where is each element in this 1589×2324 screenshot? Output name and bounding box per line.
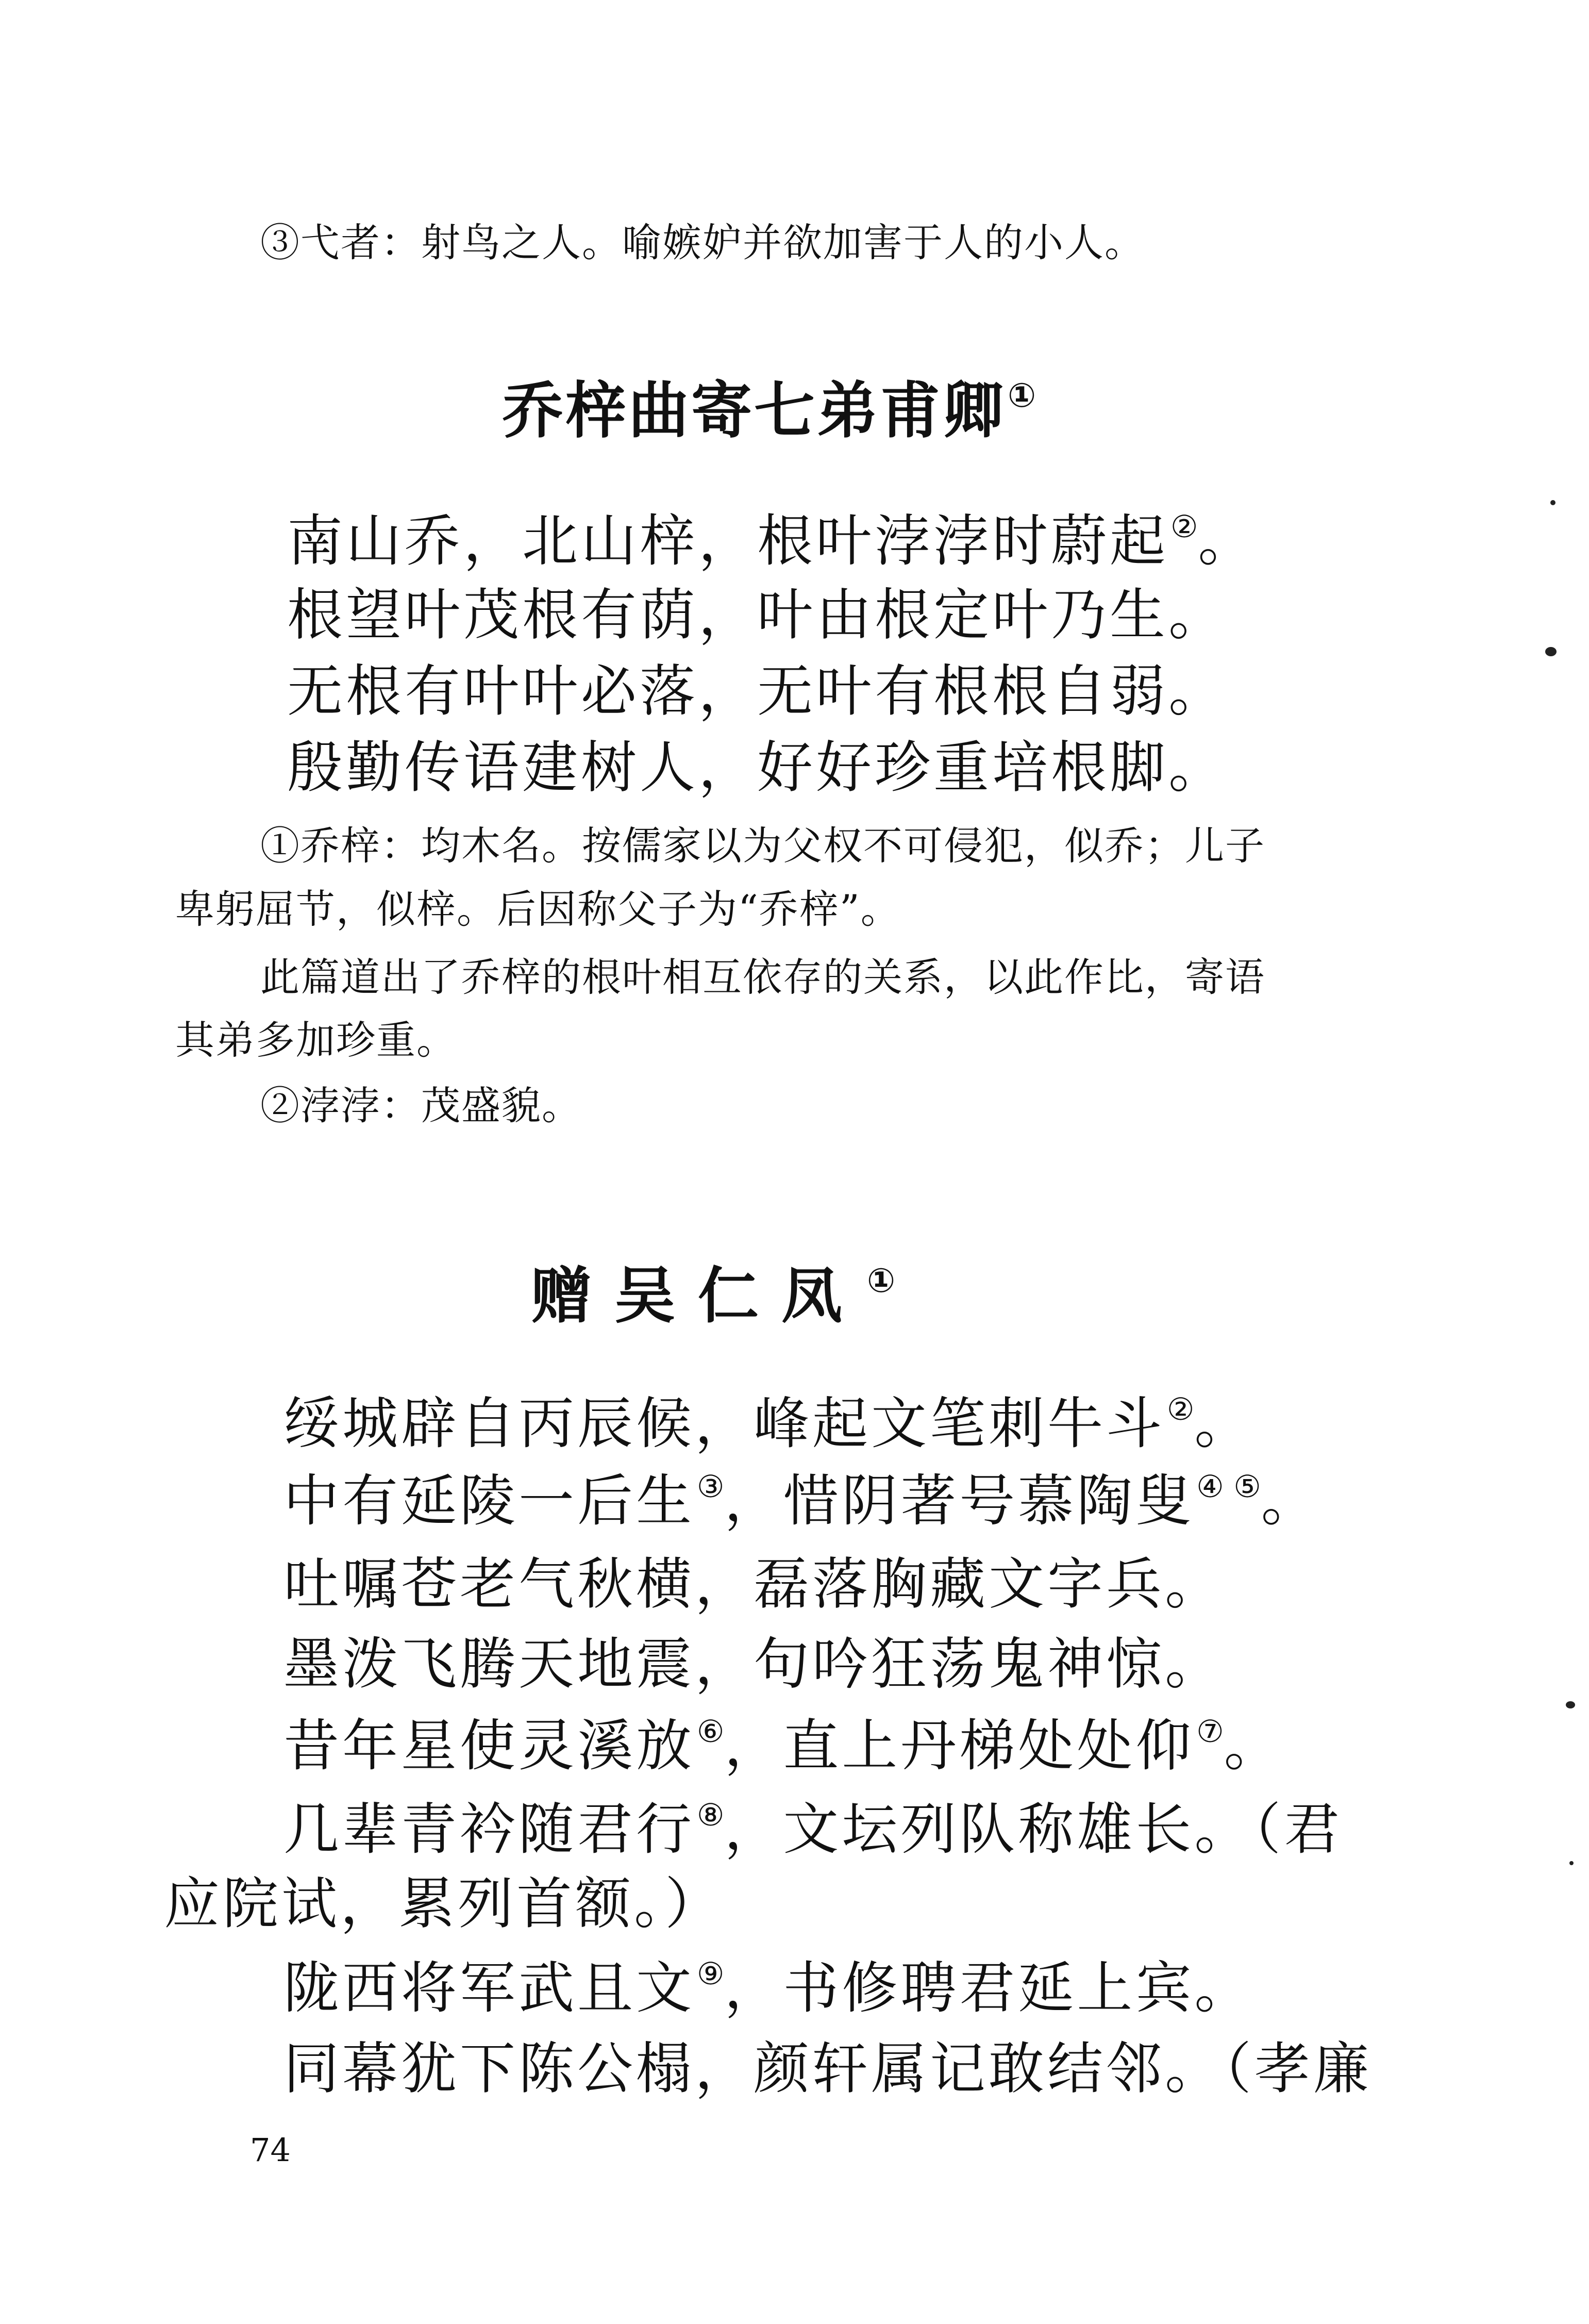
poem2-line-5: 昔年星使灵溪放⑥，直上丹梯处处仰⑦。 [283, 1714, 1283, 1779]
poem1-line-4: 殷勤传语建树人，好好珍重培根脚。 [287, 736, 1228, 800]
poem2-line-4: 墨泼飞腾天地震，句吟狂荡鬼神惊。 [283, 1632, 1224, 1697]
poem1-line-3: 无根有叶叶必落，无叶有根根自弱。 [287, 659, 1228, 724]
scan-speck [1566, 1701, 1575, 1708]
poem1-line-1: 南山乔，北山梓，根叶浡浡时蔚起②。 [287, 509, 1257, 574]
scan-speck [1550, 500, 1555, 505]
poem1-note-1b: 卑躬屈节，似梓。后因称父子为“乔梓”。 [175, 886, 901, 932]
scan-speck [1569, 1861, 1574, 1865]
poem1-note-2: ②浡浡：茂盛貌。 [260, 1083, 582, 1128]
poem2-line-6-cont: 应院试，累列首额。） [164, 1872, 724, 1936]
poem-title-qiaozi: 乔梓曲寄七弟甫卿① [503, 375, 1036, 446]
poem-title-zeng-wu-renfeng: 赠吴仁凤① [531, 1260, 895, 1332]
poem1-line-2: 根望叶茂根有荫，叶由根定叶乃生。 [287, 583, 1228, 648]
footnote-3: ③弋者：射鸟之人。喻嫉妒并欲加害于人的小人。 [260, 220, 1145, 265]
poem2-line-7: 陇西将军武且文⑨，书修聘君延上宾。 [283, 1956, 1253, 2021]
poem1-note-1a: ①乔梓：均木名。按儒家以为父权不可侵犯，似乔；儿子 [260, 823, 1265, 869]
poem1-note-1c: 此篇道出了乔梓的根叶相互依存的关系，以此作比，寄语 [260, 954, 1265, 1000]
page-number: 74 [250, 2131, 291, 2169]
poem2-line-2: 中有延陵一后生③，惜阴著号慕陶叟④ ⑤。 [283, 1469, 1320, 1534]
poem2-line-6: 几辈青衿随君行⑧，文坛列队称雄长。（君 [283, 1797, 1343, 1862]
poem2-line-8: 同幕犹下陈公榻，颜轩属记敢结邻。（孝廉 [283, 2037, 1373, 2101]
poem1-note-1d: 其弟多加珍重。 [175, 1017, 457, 1063]
poem2-line-1: 绥城辟自丙辰候，峰起文笔刺牛斗②。 [283, 1391, 1253, 1456]
poem2-line-3: 吐嘱苍老气秋横，磊落胸藏文字兵。 [283, 1552, 1224, 1617]
scan-speck [1545, 647, 1557, 656]
